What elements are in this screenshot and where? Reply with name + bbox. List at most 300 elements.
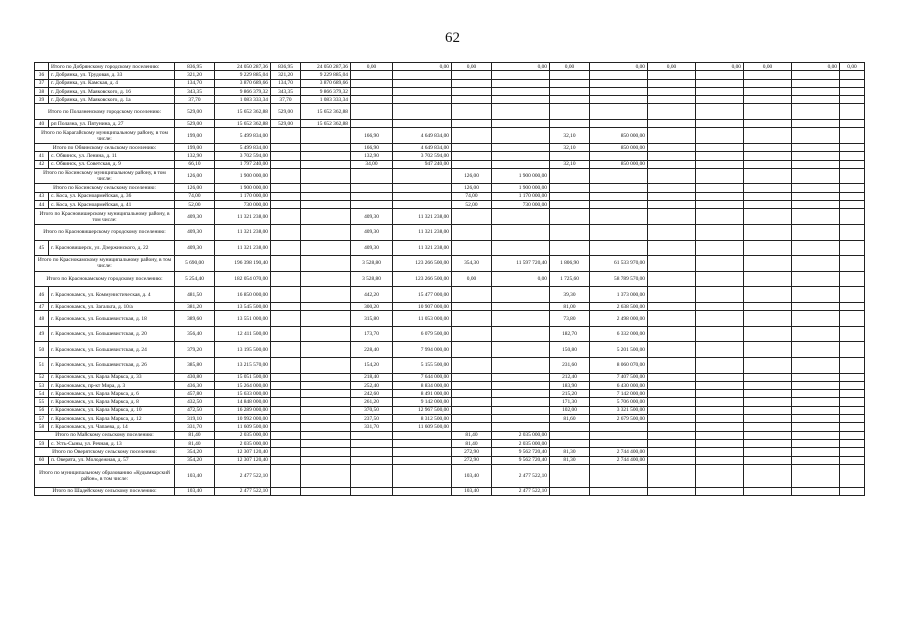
value-cell xyxy=(301,398,351,406)
table-row xyxy=(35,406,865,414)
value-cell xyxy=(792,168,840,184)
address-cell: с. Обвинск, ул. Ленина, д. 11 xyxy=(49,152,175,160)
value-cell xyxy=(792,357,840,373)
value-cell: 10 907 000,00 xyxy=(393,302,452,310)
table-row xyxy=(35,456,865,464)
value-cell xyxy=(271,160,301,168)
value-cell: 14 848 000,00 xyxy=(215,398,271,406)
table-row xyxy=(35,71,865,79)
value-cell: 3 702 594,00 xyxy=(393,152,452,160)
value-cell xyxy=(744,128,792,144)
value-cell: 0,00 xyxy=(792,63,840,71)
value-cell xyxy=(648,406,696,414)
value-cell xyxy=(648,104,696,120)
value-cell xyxy=(452,406,492,414)
value-cell: 850 000,00 xyxy=(590,128,648,144)
value-cell: 319,10 xyxy=(175,415,215,423)
value-cell xyxy=(271,326,301,342)
value-cell: 9 229 885,04 xyxy=(301,71,351,79)
row-number-cell: 52 xyxy=(35,373,49,381)
value-cell: 529,00 xyxy=(175,120,215,128)
value-cell xyxy=(744,87,792,95)
value-cell xyxy=(301,464,351,487)
value-cell xyxy=(271,456,301,464)
value-cell xyxy=(840,464,865,487)
value-cell: 370,50 xyxy=(351,406,393,414)
value-cell: 81,40 xyxy=(175,431,215,439)
value-cell: 74,00 xyxy=(452,192,492,200)
value-cell xyxy=(351,184,393,192)
value-cell xyxy=(648,240,696,256)
value-cell: 409,30 xyxy=(175,224,215,240)
row-number-cell: 49 xyxy=(35,326,49,342)
value-cell xyxy=(792,342,840,358)
value-cell xyxy=(696,96,744,104)
value-cell: 199,00 xyxy=(175,143,215,151)
value-cell: 102,00 xyxy=(550,406,590,414)
subtotal-label-cell: Итого по Шадейскому сельскому поселению: xyxy=(35,487,175,495)
value-cell xyxy=(648,256,696,272)
value-cell: 432,50 xyxy=(175,398,215,406)
value-cell xyxy=(792,184,840,192)
value-cell xyxy=(351,192,393,200)
value-cell xyxy=(744,224,792,240)
value-cell xyxy=(271,381,301,389)
value-cell xyxy=(301,326,351,342)
value-cell xyxy=(840,415,865,423)
row-number-cell: 60 xyxy=(35,456,49,464)
value-cell: 850 000,00 xyxy=(590,143,648,151)
value-cell xyxy=(792,96,840,104)
value-cell xyxy=(648,302,696,310)
value-cell xyxy=(840,456,865,464)
value-cell: 81,40 xyxy=(452,431,492,439)
value-cell: 409,30 xyxy=(351,224,393,240)
value-cell xyxy=(393,87,452,95)
value-cell xyxy=(840,96,865,104)
value-cell xyxy=(301,342,351,358)
resettlement-table xyxy=(34,62,865,496)
value-cell xyxy=(792,104,840,120)
value-cell xyxy=(492,415,550,423)
value-cell: 11 609 500,00 xyxy=(215,423,271,431)
value-cell: 315,80 xyxy=(351,311,393,327)
value-cell: 15 652 362,88 xyxy=(301,120,351,128)
value-cell xyxy=(393,104,452,120)
value-cell xyxy=(492,423,550,431)
value-cell xyxy=(393,431,452,439)
value-cell xyxy=(590,224,648,240)
value-cell: 331,70 xyxy=(175,423,215,431)
value-cell: 8 060 070,00 xyxy=(590,357,648,373)
value-cell xyxy=(550,192,590,200)
value-cell xyxy=(648,398,696,406)
value-cell xyxy=(271,201,301,209)
value-cell xyxy=(696,201,744,209)
value-cell: 52,00 xyxy=(175,201,215,209)
value-cell xyxy=(271,302,301,310)
value-cell xyxy=(301,311,351,327)
value-cell xyxy=(550,439,590,447)
value-cell xyxy=(301,256,351,272)
row-number-cell: 51 xyxy=(35,357,49,373)
value-cell: 272,90 xyxy=(452,456,492,464)
value-cell xyxy=(301,209,351,225)
value-cell xyxy=(696,152,744,160)
value-cell xyxy=(696,271,744,287)
row-number-cell: 48 xyxy=(35,311,49,327)
value-cell xyxy=(271,256,301,272)
value-cell xyxy=(550,71,590,79)
value-cell: 2 477 522,10 xyxy=(492,464,550,487)
subtotal-label-cell: Итого по Краснокамскому муниципальному району, в том числе: xyxy=(35,256,175,272)
value-cell xyxy=(452,152,492,160)
value-cell xyxy=(590,152,648,160)
value-cell xyxy=(271,209,301,225)
value-cell xyxy=(696,423,744,431)
value-cell xyxy=(744,342,792,358)
table-row xyxy=(35,120,865,128)
value-cell: 354,20 xyxy=(175,456,215,464)
value-cell xyxy=(744,390,792,398)
value-cell: 103,40 xyxy=(452,464,492,487)
value-cell xyxy=(648,96,696,104)
value-cell: 37,70 xyxy=(271,96,301,104)
value-cell: 0,00 xyxy=(393,63,452,71)
value-cell: 529,00 xyxy=(271,120,301,128)
value-cell xyxy=(351,96,393,104)
value-cell xyxy=(744,104,792,120)
value-cell xyxy=(301,415,351,423)
row-number-cell: 46 xyxy=(35,287,49,303)
value-cell xyxy=(590,104,648,120)
value-cell xyxy=(492,120,550,128)
value-cell xyxy=(696,464,744,487)
address-cell: г. Краснокамск, ул. Карла Маркса, д. 10 xyxy=(49,406,175,414)
value-cell: 13 195 500,00 xyxy=(215,342,271,358)
value-cell: 381,20 xyxy=(175,302,215,310)
value-cell xyxy=(590,209,648,225)
address-cell: г. Краснокамск, ул. Карла Маркса, д. 8 xyxy=(49,398,175,406)
value-cell xyxy=(696,415,744,423)
value-cell xyxy=(648,120,696,128)
value-cell xyxy=(550,209,590,225)
value-cell: 1 170 000,00 xyxy=(215,192,271,200)
subtotal-label-cell: Итого по Карагайскому муниципальному району, в том числе: xyxy=(35,128,175,144)
value-cell: 1 900 000,00 xyxy=(215,184,271,192)
value-cell xyxy=(271,415,301,423)
value-cell xyxy=(393,96,452,104)
value-cell: 331,70 xyxy=(351,423,393,431)
value-cell: 103,40 xyxy=(175,487,215,495)
value-cell xyxy=(271,128,301,144)
value-cell: 2 477 522,10 xyxy=(492,487,550,495)
value-cell xyxy=(351,464,393,487)
value-cell xyxy=(301,224,351,240)
value-cell xyxy=(744,152,792,160)
table-row xyxy=(35,87,865,95)
value-cell: 81,40 xyxy=(452,439,492,447)
value-cell xyxy=(271,271,301,287)
value-cell xyxy=(792,287,840,303)
value-cell xyxy=(393,120,452,128)
value-cell xyxy=(696,120,744,128)
value-cell: 2 477 522,10 xyxy=(215,487,271,495)
value-cell xyxy=(696,448,744,456)
value-cell xyxy=(696,192,744,200)
value-cell xyxy=(492,381,550,389)
value-cell xyxy=(648,184,696,192)
value-cell xyxy=(393,448,452,456)
value-cell xyxy=(271,192,301,200)
value-cell xyxy=(301,152,351,160)
table-row xyxy=(35,381,865,389)
value-cell xyxy=(744,464,792,487)
value-cell: 430,80 xyxy=(175,373,215,381)
row-number-cell: 54 xyxy=(35,390,49,398)
value-cell: 13 551 000,00 xyxy=(215,311,271,327)
value-cell: 15 652 362,88 xyxy=(215,104,271,120)
table-row xyxy=(35,390,865,398)
value-cell xyxy=(744,448,792,456)
value-cell: 11 321 238,00 xyxy=(215,240,271,256)
value-cell xyxy=(351,456,393,464)
value-cell: 1 373 000,00 xyxy=(590,287,648,303)
value-cell: 5 254,40 xyxy=(175,271,215,287)
value-cell xyxy=(840,79,865,87)
table-row xyxy=(35,271,865,287)
value-cell xyxy=(550,79,590,87)
value-cell xyxy=(792,390,840,398)
value-cell: 0,00 xyxy=(452,271,492,287)
value-cell xyxy=(792,423,840,431)
value-cell: 7 994 000,00 xyxy=(393,342,452,358)
value-cell: 166,90 xyxy=(351,128,393,144)
value-cell xyxy=(648,287,696,303)
table-row xyxy=(35,448,865,456)
address-cell: г. Краснокамск, ул. Карла Маркса, д. 12 xyxy=(49,415,175,423)
value-cell xyxy=(590,487,648,495)
value-cell xyxy=(351,168,393,184)
row-number-cell: 45 xyxy=(35,240,49,256)
value-cell xyxy=(271,487,301,495)
subtotal-label-cell: Итого по Оверятскому сельскому поселению: xyxy=(35,448,175,456)
value-cell xyxy=(648,87,696,95)
value-cell xyxy=(648,143,696,151)
value-cell: 356,40 xyxy=(175,326,215,342)
value-cell xyxy=(301,143,351,151)
value-cell xyxy=(590,96,648,104)
value-cell xyxy=(271,390,301,398)
value-cell xyxy=(452,390,492,398)
value-cell xyxy=(696,224,744,240)
value-cell: 1 900 000,00 xyxy=(215,168,271,184)
value-cell xyxy=(840,381,865,389)
value-cell: 81,60 xyxy=(550,415,590,423)
value-cell xyxy=(648,373,696,381)
value-cell: 16 289 000,00 xyxy=(215,406,271,414)
value-cell: 2 744 400,00 xyxy=(590,448,648,456)
value-cell: 74,00 xyxy=(175,192,215,200)
table-row xyxy=(35,342,865,358)
value-cell xyxy=(351,71,393,79)
value-cell xyxy=(590,240,648,256)
value-cell xyxy=(271,240,301,256)
value-cell xyxy=(840,87,865,95)
row-number-cell: 43 xyxy=(35,192,49,200)
table-row xyxy=(35,79,865,87)
value-cell xyxy=(648,448,696,456)
table-row xyxy=(35,63,865,71)
value-cell xyxy=(452,96,492,104)
subtotal-label-cell: Итого по Майскому сельскому поселению: xyxy=(35,431,175,439)
value-cell xyxy=(696,398,744,406)
value-cell xyxy=(590,168,648,184)
value-cell xyxy=(840,192,865,200)
value-cell: 24 050 287,36 xyxy=(215,63,271,71)
table-row xyxy=(35,104,865,120)
value-cell xyxy=(744,326,792,342)
value-cell xyxy=(792,302,840,310)
value-cell: 1 083 333,34 xyxy=(215,96,271,104)
value-cell xyxy=(301,160,351,168)
value-cell xyxy=(792,373,840,381)
value-cell xyxy=(696,326,744,342)
row-number-cell: 53 xyxy=(35,381,49,389)
value-cell xyxy=(351,120,393,128)
value-cell: 409,30 xyxy=(175,209,215,225)
table-row xyxy=(35,192,865,200)
value-cell: 730 000,00 xyxy=(215,201,271,209)
value-cell xyxy=(648,456,696,464)
value-cell xyxy=(648,271,696,287)
value-cell: 11 053 000,00 xyxy=(393,311,452,327)
subtotal-label-cell: Итого по Косинскому муниципальному району, в том числе: xyxy=(35,168,175,184)
value-cell xyxy=(301,448,351,456)
address-cell: г. Добрянка, ул. Камская, д. 4 xyxy=(49,79,175,87)
value-cell: 354,20 xyxy=(175,448,215,456)
value-cell: 3 528,80 xyxy=(351,271,393,287)
address-cell: г. Краснокамск, ул. Карла Маркса, д. 33 xyxy=(49,373,175,381)
value-cell xyxy=(744,398,792,406)
value-cell xyxy=(648,311,696,327)
value-cell xyxy=(351,431,393,439)
value-cell xyxy=(696,342,744,358)
value-cell xyxy=(792,152,840,160)
value-cell xyxy=(744,201,792,209)
value-cell xyxy=(452,240,492,256)
value-cell xyxy=(492,143,550,151)
value-cell: 7 644 000,00 xyxy=(393,373,452,381)
value-cell: 730 000,00 xyxy=(492,201,550,209)
row-number-cell: 57 xyxy=(35,415,49,423)
value-cell xyxy=(271,431,301,439)
value-cell xyxy=(492,209,550,225)
table-row xyxy=(35,209,865,225)
value-cell: 5 155 500,00 xyxy=(393,357,452,373)
value-cell xyxy=(492,357,550,373)
value-cell: 409,30 xyxy=(351,209,393,225)
value-cell xyxy=(452,302,492,310)
value-cell: 5 706 000,00 xyxy=(590,398,648,406)
value-cell xyxy=(492,342,550,358)
value-cell: 12 967 500,00 xyxy=(393,406,452,414)
value-cell xyxy=(452,160,492,168)
value-cell: 4 649 834,00 xyxy=(393,128,452,144)
value-cell xyxy=(840,128,865,144)
table-row xyxy=(35,439,865,447)
value-cell xyxy=(452,311,492,327)
value-cell xyxy=(271,373,301,381)
value-cell: 11 321 238,00 xyxy=(215,224,271,240)
value-cell xyxy=(696,160,744,168)
value-cell xyxy=(550,152,590,160)
value-cell xyxy=(550,224,590,240)
value-cell: 6 332 000,00 xyxy=(590,326,648,342)
table-row xyxy=(35,487,865,495)
value-cell xyxy=(550,87,590,95)
value-cell xyxy=(696,406,744,414)
value-cell xyxy=(744,415,792,423)
value-cell: 81,40 xyxy=(175,439,215,447)
value-cell xyxy=(590,79,648,87)
value-cell: 8 491 000,00 xyxy=(393,390,452,398)
value-cell xyxy=(696,143,744,151)
value-cell: 52,00 xyxy=(452,201,492,209)
value-cell xyxy=(840,439,865,447)
value-cell xyxy=(648,79,696,87)
value-cell xyxy=(492,326,550,342)
table-row xyxy=(35,184,865,192)
value-cell: 7 142 000,00 xyxy=(590,390,648,398)
value-cell xyxy=(351,79,393,87)
value-cell xyxy=(492,96,550,104)
value-cell xyxy=(492,373,550,381)
value-cell: 2 498 000,00 xyxy=(590,311,648,327)
value-cell xyxy=(792,87,840,95)
value-cell xyxy=(301,168,351,184)
value-cell: 300,20 xyxy=(351,302,393,310)
value-cell: 261,20 xyxy=(351,398,393,406)
value-cell xyxy=(840,256,865,272)
value-cell xyxy=(271,152,301,160)
value-cell xyxy=(492,240,550,256)
value-cell: 183,90 xyxy=(550,381,590,389)
value-cell xyxy=(351,439,393,447)
value-cell: 134,70 xyxy=(175,79,215,87)
value-cell: 472,50 xyxy=(175,406,215,414)
value-cell xyxy=(744,240,792,256)
value-cell: 81,00 xyxy=(550,302,590,310)
value-cell xyxy=(590,184,648,192)
value-cell xyxy=(840,201,865,209)
value-cell: 0,00 xyxy=(648,63,696,71)
value-cell xyxy=(744,381,792,389)
value-cell xyxy=(696,287,744,303)
value-cell: 212,40 xyxy=(550,373,590,381)
address-cell: г. Краснокамск, пр-кт Мира, д. 3 xyxy=(49,381,175,389)
value-cell: 5 201 500,00 xyxy=(590,342,648,358)
value-cell xyxy=(840,342,865,358)
value-cell xyxy=(840,390,865,398)
value-cell: 66,10 xyxy=(175,160,215,168)
value-cell xyxy=(301,439,351,447)
value-cell: 3 528,80 xyxy=(351,256,393,272)
value-cell xyxy=(792,464,840,487)
address-cell: с. Усть-Сыны, ул. Речная, д. 13 xyxy=(49,439,175,447)
value-cell xyxy=(840,398,865,406)
value-cell: 173,70 xyxy=(351,326,393,342)
